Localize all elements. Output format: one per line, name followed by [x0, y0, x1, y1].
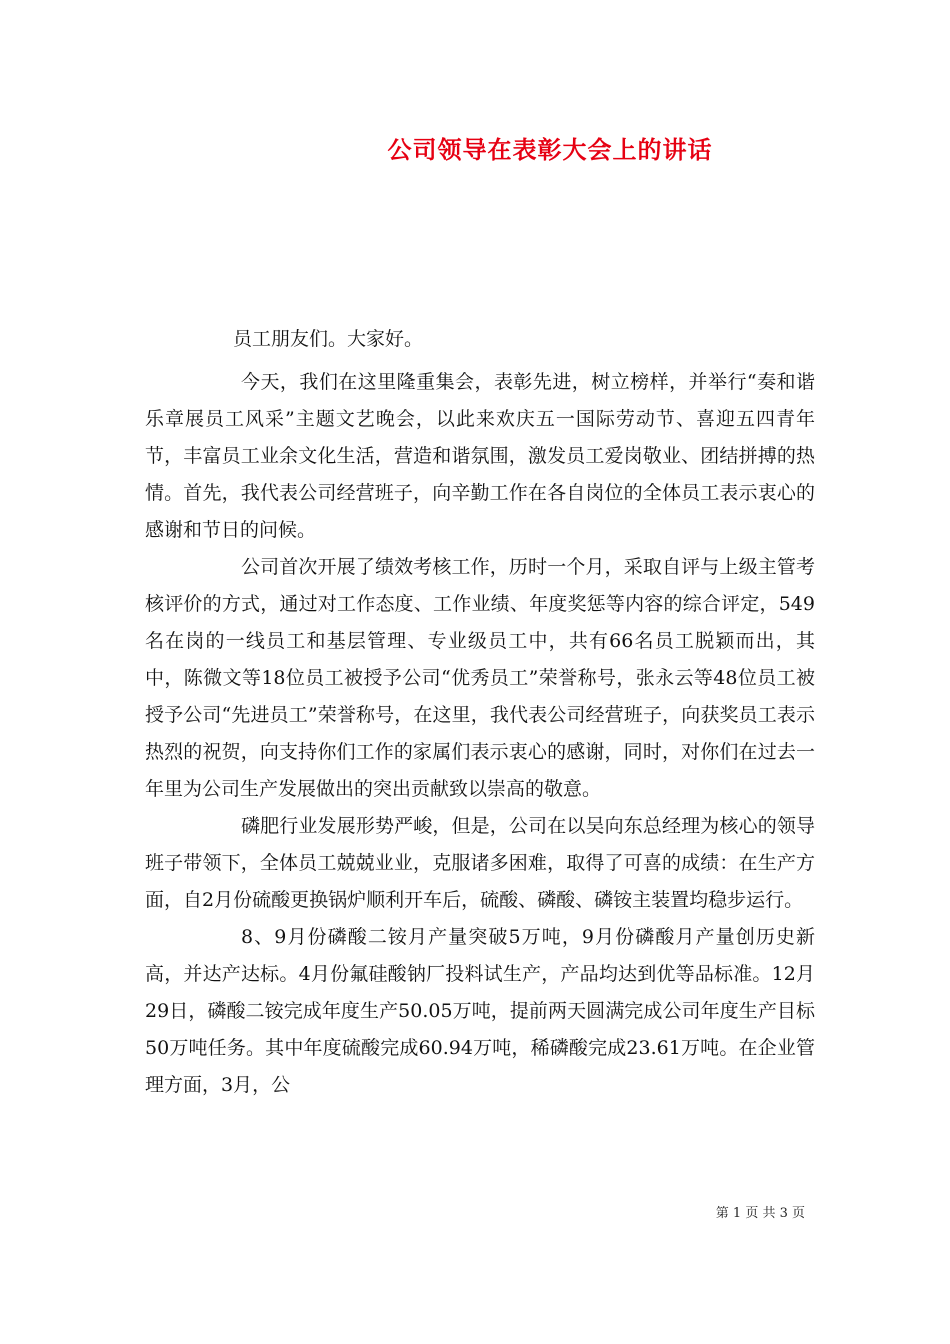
- greeting: 员工朋友们。大家好。: [233, 328, 424, 350]
- page-title: 公司领导在表彰大会上的讲话: [387, 135, 713, 164]
- paragraph-1: 今天，我们在这里隆重集会，表彰先进，树立榜样，并举行“奏和谐乐章展员工风采”主题文艺晚会，以此来欢庆五一国际劳动节、喜迎五四青年节，丰富员工业余文化生活，营造和谐氛围，激发员工爱岗敬业、团结拼搏的热情。首先，我代表公司经营班子，向辛勤工作在各自岗位的全体员工表示衷心的感谢和节日的问候。: [145, 371, 815, 541]
- paragraph-2: 公司首次开展了绩效考核工作，历时一个月，采取自评与上级主管考核评价的方式，通过对工作态度、工作业绩、年度奖惩等内容的综合评定，549名在岗的一线员工和基层管理、专业级员工中，共有66名员工脱颖而出，其中，陈微文等18位员工被授予公司“优秀员工”荣誉称号，张永云等48位员工被授予公司“先进员工”荣誉称号，在这里，我代表公司经营班子，向获奖员工表示热烈的祝贺，向支持你们工作的家属们表示衷心的感谢，同时，对你们在过去一年里为公司生产发展做出的突出贡献致以崇高的敬意。: [145, 556, 815, 800]
- paragraph-3: 磷肥行业发展形势严峻，但是，公司在以吴向东总经理为核心的领导班子带领下，全体员工兢兢业业，克服诸多困难，取得了可喜的成绩：在生产方面，自2月份硫酸更换锅炉顺利开车后，硫酸、磷酸、磷铵主装置均稳步运行。: [145, 815, 815, 911]
- page-number: 第 1 页 共 3 页: [715, 1206, 805, 1221]
- document-body: [145, 364, 815, 1104]
- paragraph-4: 8、9月份磷酸二铵月产量突破5万吨，9月份磷酸月产量创历史新高，并达产达标。4月份氟硅酸钠厂投料试生产，产品均达到优等品标准。12月29日，磷酸二铵完成年度生产50.05万吨，提前两天圆满完成公司年度生产目标50万吨任务。其中年度硫酸完成60.94万吨，稀磷酸完成23.61万吨。在企业管理方面，3月，公: [145, 926, 815, 1096]
